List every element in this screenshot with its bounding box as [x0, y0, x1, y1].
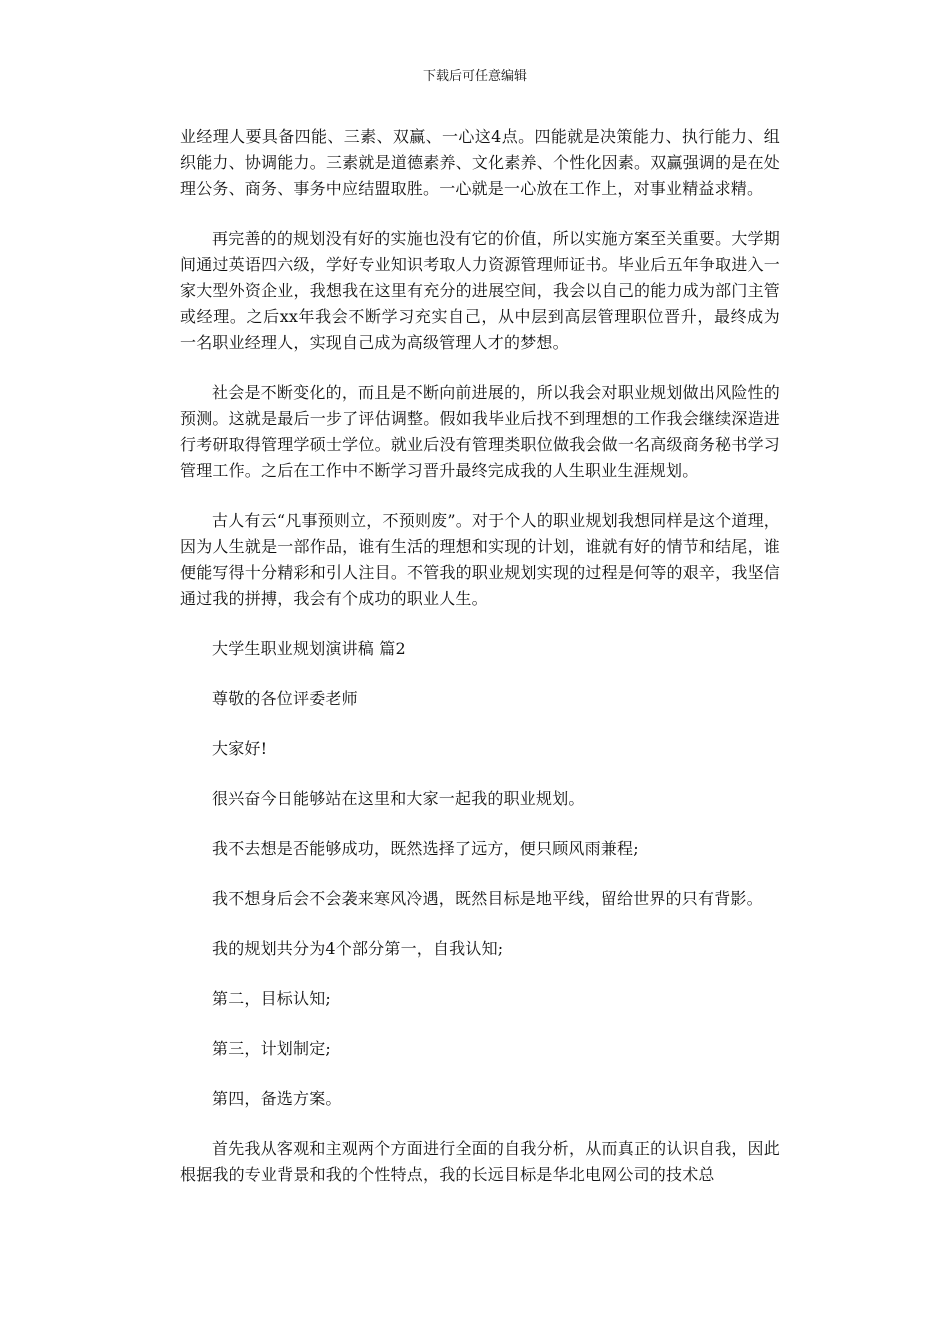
text-line-3: 很兴奋今日能够站在这里和大家一起我的职业规划。	[212, 789, 585, 808]
paragraph-2: 再完善的的规划没有好的实施也没有它的价值，所以实施方案至关重要。大学期间通过英语四六级，学好专业知识考取人力资源管理师证书。毕业后五年争取进入一家大型外资企业，我想我在这里有充分的进展空间，我会以自己的能力成为部门主管或经理。之后xx年我会不断学习充实自己，从中层到高层管理职位晋升，最终成为一名职业经理人，实现自己成为高级管理人才的梦想。	[180, 229, 780, 352]
greeting: 大家好!	[212, 739, 268, 758]
text-line-9: 第四，备选方案。	[212, 1089, 342, 1108]
text-line-7: 第二，目标认知;	[212, 989, 331, 1008]
page-header: 下载后可任意编辑	[422, 69, 527, 84]
text-line-8: 第三，计划制定;	[212, 1039, 331, 1058]
text-line-4: 我不去想是否能够成功，既然选择了远方，便只顾风雨兼程;	[212, 839, 639, 858]
salutation: 尊敬的各位评委老师	[212, 689, 358, 708]
text-line-5: 我不想身后会不会袭来寒风冷遇，既然目标是地平线，留给世界的只有背影。	[212, 889, 763, 908]
paragraph-3: 社会是不断变化的，而且是不断向前进展的，所以我会对职业规划做出风险性的预测。这就是最后一步了评估调整。假如我毕业后找不到理想的工作我会继续深造进行考研取得管理学硕士学位。就业后没有管理类职位做我会做一名高级商务秘书学习管理工作。之后在工作中不断学习晋升最终完成我的人生职业生涯规划。	[180, 383, 780, 480]
paragraph-4: 古人有云“凡事预则立，不预则废”。对于个人的职业规划我想同样是这个道理，因为人生就是一部作品，谁有生活的理想和实现的计划，谁就有好的情节和结尾，谁便能写得十分精彩和引人注目。不管我的职业规划实现的过程是何等的艰辛，我坚信通过我的拼搏，我会有个成功的职业人生。	[180, 511, 780, 608]
text-line-6: 我的规划共分为4个部分第一，自我认知;	[212, 939, 504, 958]
section-heading: 大学生职业规划演讲稿 篇2	[212, 639, 406, 658]
paragraph-1: 业经理人要具备四能、三素、双赢、一心这4点。四能就是决策能力、执行能力、组织能力、协调能力。三素就是道德素养、文化素养、个性化因素。双赢强调的是在处理公务、商务、事务中应结盟取胜。一心就是一心放在工作上，对事业精益求精。	[180, 127, 780, 198]
paragraph-5: 首先我从客观和主观两个方面进行全面的自我分析，从而真正的认识自我，因此根据我的专业背景和我的个性特点，我的长远目标是华北电网公司的技术总	[180, 1139, 780, 1184]
document-body	[180, 124, 780, 1188]
